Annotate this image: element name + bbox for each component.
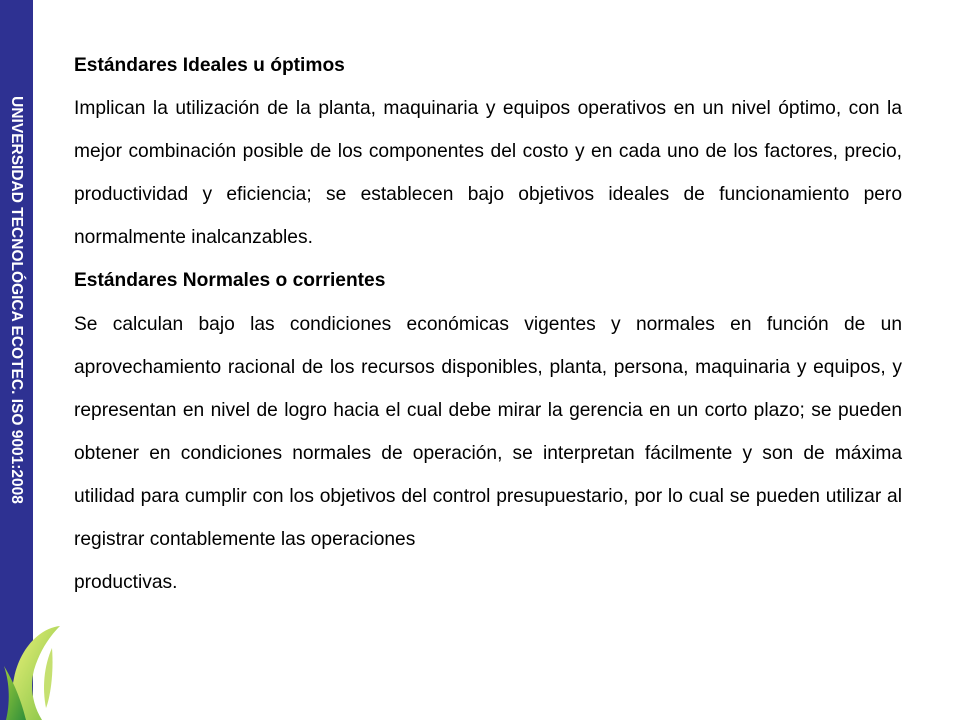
- sidebar-band: [0, 0, 33, 608]
- institution-label: UNIVERSIDAD TECNOLÓGICA ECOTEC. ISO 9001:2008: [8, 96, 25, 504]
- document-body: [74, 44, 902, 604]
- section-body-ideales: Implican la utilización de la planta, maquinaria y equipos operativos en un nivel óptimo, con la mejor combinación posible de los componentes del costo y en cada uno de los factores, precio, productividad y eficiencia; se establecen bajo objetivos ideales de funcionamiento pero normalmente inalcanzables.: [74, 98, 902, 249]
- section-body-normales-tail: productivas.: [74, 572, 178, 594]
- section-heading-ideales: Estándares Ideales u óptimos: [74, 55, 345, 76]
- leaf-logo-icon: [0, 608, 60, 720]
- section-body-normales: Se calculan bajo las condiciones económicas vigentes y normales en función de un aprovechamiento racional de los recursos disponibles, planta, persona, maquinaria y equipos, y representan en nivel de logro hacia el cual debe mirar la gerencia en un corto plazo; se pueden obtener en condiciones normales de operación, se interpretan fácilmente y son de máxima utilidad para cumplir con los objetivos del control presupuestario, por lo cual se pueden utilizar al registrar contablemente las operaciones: [74, 313, 902, 551]
- section-heading-normales: Estándares Normales o corrientes: [74, 270, 386, 292]
